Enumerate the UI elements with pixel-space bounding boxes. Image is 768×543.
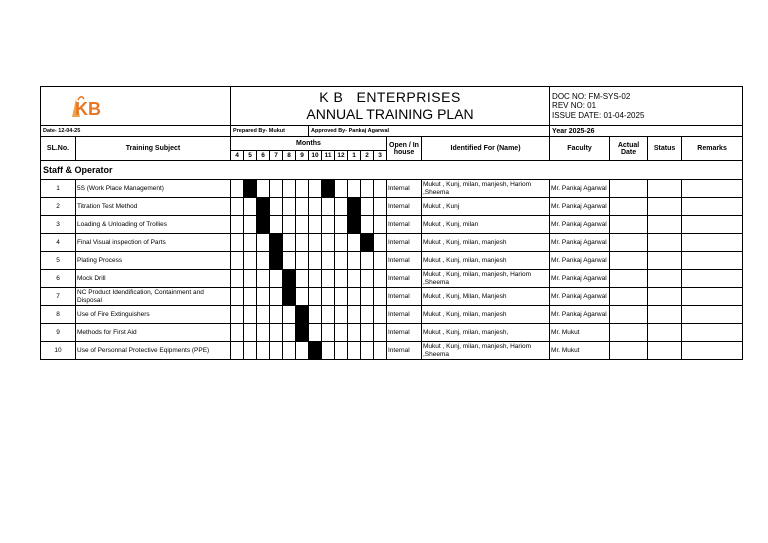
row-open-inhouse: Internal (387, 180, 422, 198)
row-status (648, 180, 682, 198)
month-cell (270, 270, 283, 288)
month-cell (374, 252, 387, 270)
col-subject: Training Subject (76, 137, 231, 161)
table-row (41, 306, 743, 324)
col-remarks: Remarks (682, 137, 743, 161)
month-cell-scheduled (270, 234, 283, 252)
month-cell (244, 270, 257, 288)
month-cell (257, 234, 270, 252)
month-header: 3 (374, 151, 387, 161)
table-row (41, 270, 743, 288)
month-cell (283, 252, 296, 270)
month-cell-scheduled (348, 216, 361, 234)
row-training-subject: Titration Test Method (76, 198, 231, 216)
month-cell (257, 324, 270, 342)
month-cell (335, 324, 348, 342)
header-row (41, 87, 743, 126)
month-cell (231, 270, 244, 288)
month-cell (257, 270, 270, 288)
row-training-subject: Loading & Unloading of Trollies (76, 216, 231, 234)
month-cell (348, 306, 361, 324)
month-cell-scheduled (283, 270, 296, 288)
month-cell (231, 216, 244, 234)
month-cell-scheduled (361, 234, 374, 252)
approved-by-cell: Approved By- Pankaj Agarwal (309, 126, 550, 137)
row-status (648, 198, 682, 216)
table-row (41, 180, 743, 198)
company-name: K B ENTERPRISES (319, 89, 461, 105)
table-row (41, 252, 743, 270)
month-cell (296, 216, 309, 234)
month-cell (309, 216, 322, 234)
row-training-subject: Use of Personnal Protective Eqipments (PPE) (76, 342, 231, 360)
row-status (648, 216, 682, 234)
month-header: 11 (322, 151, 335, 161)
month-cell (283, 216, 296, 234)
row-training-subject: Methods for First Aid (76, 324, 231, 342)
table-row (41, 198, 743, 216)
month-cell (374, 306, 387, 324)
row-remarks (682, 306, 743, 324)
month-cell-scheduled (257, 216, 270, 234)
row-actual-date (610, 306, 648, 324)
table-row (41, 216, 743, 234)
month-cell (361, 288, 374, 306)
row-identified-for: Mukut , Kunj, milan, manjesh (422, 252, 550, 270)
row-faculty: Mr. Pankaj Agarwal (550, 252, 610, 270)
month-cell (348, 234, 361, 252)
month-cell-scheduled (244, 180, 257, 198)
row-actual-date (610, 180, 648, 198)
row-identified-for: Mukut , Kunj, milan, manjesh, (422, 324, 550, 342)
table-row (41, 234, 743, 252)
month-cell (348, 288, 361, 306)
month-cell (257, 288, 270, 306)
month-cell-scheduled (309, 342, 322, 360)
row-sl-number: 3 (41, 216, 76, 234)
row-remarks (682, 342, 743, 360)
kb-logo-icon (69, 93, 101, 119)
month-cell (283, 342, 296, 360)
row-faculty: Mr. Pankaj Agarwal (550, 288, 610, 306)
month-cell (244, 324, 257, 342)
month-cell (231, 180, 244, 198)
row-open-inhouse: Internal (387, 288, 422, 306)
month-cell (244, 288, 257, 306)
month-cell (335, 216, 348, 234)
month-cell (361, 324, 374, 342)
month-cell (309, 180, 322, 198)
month-cell (348, 342, 361, 360)
row-actual-date (610, 252, 648, 270)
month-cell (270, 198, 283, 216)
doc-info-cell (550, 87, 743, 126)
row-actual-date (610, 198, 648, 216)
revision-number: REV NO: 01 (552, 101, 597, 111)
month-cell (374, 270, 387, 288)
title-cell (231, 87, 550, 126)
row-identified-for: Mukut , Kunj (422, 198, 550, 216)
month-cell (322, 306, 335, 324)
row-sl-number: 8 (41, 306, 76, 324)
month-cell (361, 270, 374, 288)
month-cell (296, 270, 309, 288)
month-cell (244, 234, 257, 252)
row-training-subject: Mock Drill (76, 270, 231, 288)
month-cell (361, 216, 374, 234)
month-cell (231, 324, 244, 342)
month-cell (231, 306, 244, 324)
row-identified-for: Mukut , Kunj, milan, manjesh, Hariom ,Sheema (422, 180, 550, 198)
month-header: 7 (270, 151, 283, 161)
prepared-by: Prepared By- Mukut (231, 126, 309, 137)
col-months: Months (231, 137, 387, 151)
month-cell (309, 198, 322, 216)
month-cell (231, 252, 244, 270)
month-cell (322, 342, 335, 360)
month-cell (283, 324, 296, 342)
month-cell (270, 216, 283, 234)
month-cell (335, 234, 348, 252)
month-cell (244, 198, 257, 216)
row-identified-for: Mukut , Kunj, milan, manjesh (422, 234, 550, 252)
month-cell (270, 288, 283, 306)
month-cell (244, 342, 257, 360)
month-cell (322, 270, 335, 288)
row-sl-number: 4 (41, 234, 76, 252)
month-header: 4 (231, 151, 244, 161)
signature-row (41, 126, 743, 137)
month-cell (374, 324, 387, 342)
month-cell (322, 216, 335, 234)
table-row (41, 324, 743, 342)
month-header: 12 (335, 151, 348, 161)
month-cell-scheduled (296, 306, 309, 324)
training-plan-table (40, 86, 743, 360)
month-cell (270, 342, 283, 360)
month-cell (296, 234, 309, 252)
row-sl-number: 7 (41, 288, 76, 306)
month-cell (374, 288, 387, 306)
month-cell (257, 306, 270, 324)
row-status (648, 270, 682, 288)
month-cell (283, 180, 296, 198)
row-remarks (682, 180, 743, 198)
row-remarks (682, 324, 743, 342)
month-cell (322, 252, 335, 270)
month-header: 9 (296, 151, 309, 161)
row-open-inhouse: Internal (387, 342, 422, 360)
month-header: 10 (309, 151, 322, 161)
row-sl-number: 1 (41, 180, 76, 198)
month-cell-scheduled (257, 198, 270, 216)
month-header: 6 (257, 151, 270, 161)
month-cell (335, 288, 348, 306)
month-cell-scheduled (296, 324, 309, 342)
month-header: 1 (348, 151, 361, 161)
plan-title: ANNUAL TRAINING PLAN (306, 106, 474, 122)
row-open-inhouse: Internal (387, 324, 422, 342)
col-open: Open / In house (387, 137, 422, 161)
row-faculty: Mr. Pankaj Agarwal (550, 234, 610, 252)
table-row (41, 288, 743, 306)
row-faculty: Mr. Pankaj Agarwal (550, 216, 610, 234)
row-open-inhouse: Internal (387, 306, 422, 324)
month-cell (283, 198, 296, 216)
row-identified-for: Mukut , Kunj, milan, manjesh (422, 306, 550, 324)
training-plan-sheet (40, 86, 742, 360)
row-remarks (682, 270, 743, 288)
month-cell (361, 252, 374, 270)
month-cell (348, 270, 361, 288)
month-cell (309, 324, 322, 342)
row-faculty: Mr. Mukut (550, 342, 610, 360)
row-actual-date (610, 288, 648, 306)
month-cell (335, 306, 348, 324)
month-cell (244, 252, 257, 270)
month-cell (283, 306, 296, 324)
col-sl: SL.No. (41, 137, 76, 161)
month-cell (283, 234, 296, 252)
month-cell (244, 306, 257, 324)
month-cell (374, 342, 387, 360)
row-training-subject: 5S (Work Place Management) (76, 180, 231, 198)
logo-text: KB (75, 99, 101, 119)
logo-cell (41, 87, 231, 126)
row-remarks (682, 216, 743, 234)
training-rows (41, 180, 743, 360)
row-training-subject: NC Product Idendification, Containment and Disposal (76, 288, 231, 306)
row-training-subject: Plating Process (76, 252, 231, 270)
month-cell-scheduled (283, 288, 296, 306)
row-faculty: Mr. Pankaj Agarwal (550, 198, 610, 216)
month-cell (361, 342, 374, 360)
month-cell (257, 180, 270, 198)
month-cell (361, 306, 374, 324)
row-open-inhouse: Internal (387, 198, 422, 216)
row-training-subject: Final Visual inspection of Parts (76, 234, 231, 252)
row-sl-number: 10 (41, 342, 76, 360)
row-status (648, 288, 682, 306)
month-cell (244, 216, 257, 234)
month-cell (231, 342, 244, 360)
month-cell (374, 198, 387, 216)
row-identified-for: Mukut , Kunj, milan, manjesh, Hariom ,Sheema (422, 342, 550, 360)
row-status (648, 342, 682, 360)
row-identified-for: Mukut , Kunj, milan, manjesh, Hariom ,Sheema (422, 270, 550, 288)
month-cell (361, 180, 374, 198)
col-actual-date: Actual Date (610, 137, 648, 161)
month-cell-scheduled (348, 198, 361, 216)
month-cell (348, 252, 361, 270)
month-cell (257, 342, 270, 360)
row-open-inhouse: Internal (387, 270, 422, 288)
row-faculty: Mr. Pankaj Agarwal (550, 270, 610, 288)
row-status (648, 234, 682, 252)
month-cell (322, 288, 335, 306)
doc-number: DOC NO: FM-SYS-02 (552, 91, 631, 101)
month-cell (335, 252, 348, 270)
row-identified-for: Mukut , Kunj, Milan, Manjesh (422, 288, 550, 306)
row-sl-number: 2 (41, 198, 76, 216)
column-header-row (41, 137, 743, 151)
month-cell (296, 342, 309, 360)
month-cell (374, 216, 387, 234)
month-cell (374, 180, 387, 198)
row-training-subject: Use of Fire Extinguishers (76, 306, 231, 324)
month-cell (231, 234, 244, 252)
col-status: Status (648, 137, 682, 161)
month-cell (270, 324, 283, 342)
month-cell (335, 180, 348, 198)
col-faculty: Faculty (550, 137, 610, 161)
date-cell: Date- 12-04-25 (41, 126, 231, 137)
month-cell (361, 198, 374, 216)
month-cell (309, 234, 322, 252)
row-remarks (682, 198, 743, 216)
month-cell (348, 324, 361, 342)
row-sl-number: 6 (41, 270, 76, 288)
row-status (648, 324, 682, 342)
month-cell (335, 198, 348, 216)
row-faculty: Mr. Pankaj Agarwal (550, 180, 610, 198)
month-cell-scheduled (322, 180, 335, 198)
row-remarks (682, 288, 743, 306)
row-sl-number: 9 (41, 324, 76, 342)
plan-year: Year 2025-26 (550, 126, 743, 137)
col-identified: Identified For (Name) (422, 137, 550, 161)
month-cell (348, 180, 361, 198)
month-cell (231, 288, 244, 306)
section-title: Staff & Operator (41, 161, 743, 180)
row-actual-date (610, 342, 648, 360)
month-cell (231, 198, 244, 216)
month-cell (322, 234, 335, 252)
section-row (41, 161, 743, 180)
issue-date: ISSUE DATE: 01-04-2025 (552, 110, 645, 120)
month-header: 5 (244, 151, 257, 161)
row-actual-date (610, 234, 648, 252)
month-cell (309, 288, 322, 306)
row-status (648, 306, 682, 324)
row-status (648, 252, 682, 270)
month-cell (374, 234, 387, 252)
month-cell (296, 288, 309, 306)
month-cell (335, 270, 348, 288)
row-actual-date (610, 270, 648, 288)
row-open-inhouse: Internal (387, 234, 422, 252)
month-cell-scheduled (270, 252, 283, 270)
row-faculty: Mr. Pankaj Agarwal (550, 306, 610, 324)
row-open-inhouse: Internal (387, 252, 422, 270)
month-cell (309, 252, 322, 270)
month-header: 2 (361, 151, 374, 161)
month-cell (322, 324, 335, 342)
row-identified-for: Mukut , Kunj, milan (422, 216, 550, 234)
row-remarks (682, 234, 743, 252)
row-actual-date (610, 216, 648, 234)
month-cell (309, 270, 322, 288)
month-cell (270, 306, 283, 324)
month-cell (322, 198, 335, 216)
row-sl-number: 5 (41, 252, 76, 270)
month-cell (296, 180, 309, 198)
month-cell (270, 180, 283, 198)
table-row (41, 342, 743, 360)
month-cell (309, 306, 322, 324)
month-header: 8 (283, 151, 296, 161)
month-cell (257, 252, 270, 270)
row-remarks (682, 252, 743, 270)
row-open-inhouse: Internal (387, 216, 422, 234)
row-actual-date (610, 324, 648, 342)
month-cell (296, 198, 309, 216)
month-cell (335, 342, 348, 360)
row-faculty: Mr. Mukut (550, 324, 610, 342)
month-cell (296, 252, 309, 270)
